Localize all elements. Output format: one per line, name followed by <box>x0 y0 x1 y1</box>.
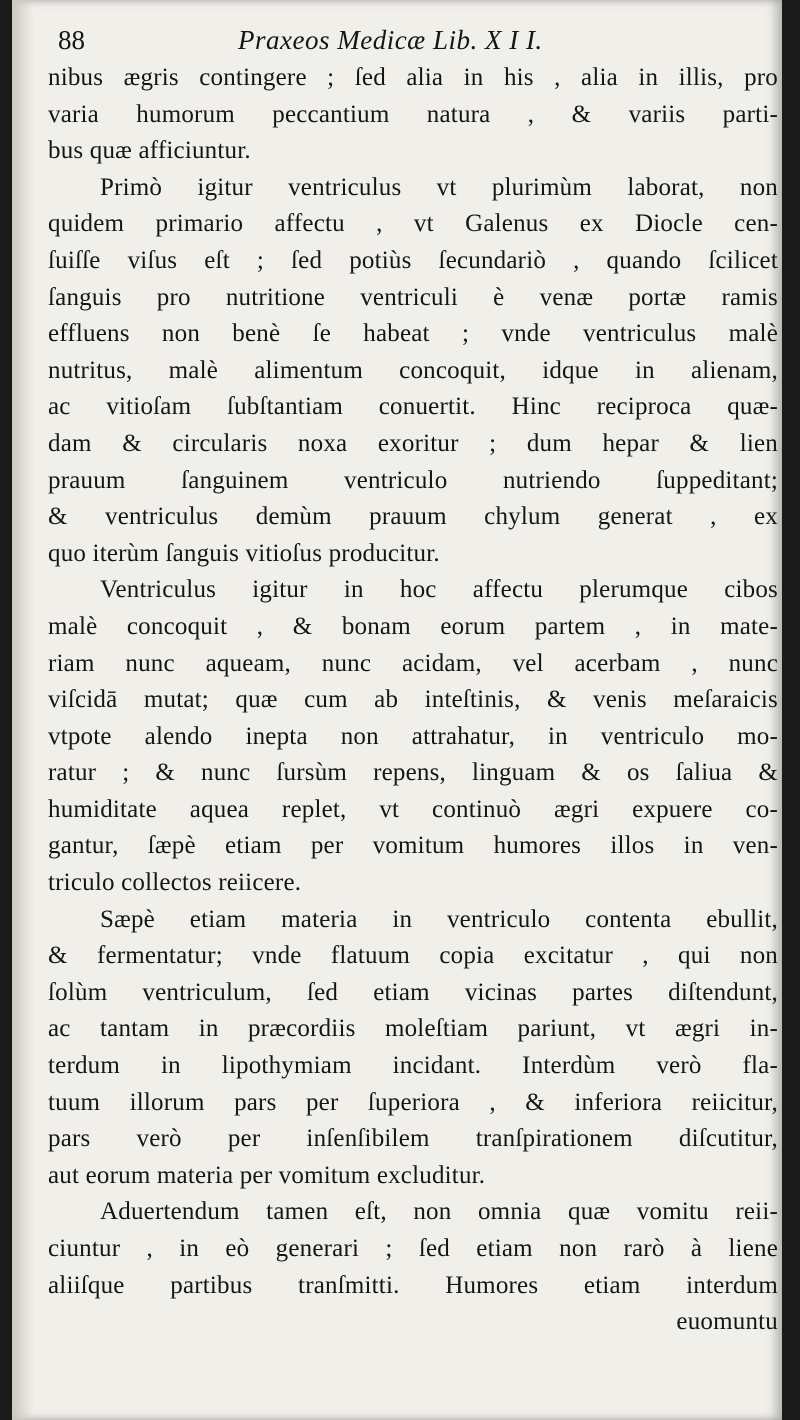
text-line: nutritus, malè alimentum concoquit, idque in alienam, <box>48 356 778 384</box>
catchword: euomuntu <box>676 1308 778 1336</box>
text-line: bus quæ afficiuntur. <box>48 137 251 165</box>
text-line: quidem primario affectu , vt Galenus ex Diocle cen- <box>48 210 778 238</box>
text-line: & fermentatur; vnde flatuum copia excitatur , qui non <box>48 942 778 970</box>
book-page <box>12 0 782 1420</box>
text-line: triculo collectos reiicere. <box>48 869 302 897</box>
text-line: ſolùm ventriculum, ſed etiam vicinas partes diſtendunt, <box>48 978 778 1006</box>
running-head: Praxeos Medicæ Lib. X I I. <box>238 25 543 55</box>
text-line: ciuntur , in eò generari ; ſed etiam non rarò à liene <box>48 1235 778 1262</box>
text-line: gantur, ſæpè etiam per vomitum humores illos in ven- <box>48 832 778 860</box>
page-gutter-shadow <box>12 0 34 1420</box>
text-line: Primò igitur ventriculus vt plurimùm laborat, non <box>100 173 778 201</box>
text-line: vtpote alendo inepta non attrahatur, in ventriculo mo- <box>48 722 778 750</box>
text-line: prauum ſanguinem ventriculo nutriendo ſuppeditant; <box>48 466 778 494</box>
page-header <box>48 20 778 60</box>
paragraph <box>48 572 778 901</box>
text-line: aliiſque partibus tranſmitti. Humores etiam interdum <box>48 1271 778 1299</box>
paragraph-continuation <box>48 60 778 170</box>
text-line: varia humorum peccantium natura , & variis parti- <box>48 100 778 128</box>
paragraph <box>48 902 778 1195</box>
text-line: effluens non benè ſe habeat ; vnde ventriculus malè <box>48 320 778 348</box>
text-line: Sæpè etiam materia in ventriculo contenta ebullit, <box>100 905 778 933</box>
text-line: terdum in lipothymiam incidant. Interdùm verò fla- <box>48 1052 778 1080</box>
text-line: quo iterùm ſanguis vitioſus producitur. <box>48 539 440 567</box>
text-line: ratur ; & nunc ſursùm repens, linguam & os ſaliua & <box>48 759 778 787</box>
text-line: pars verò per inſenſibilem tranſpirationem diſcutitur, <box>48 1125 778 1153</box>
text-line: ſuiſſe viſus eſt ; ſed potiùs ſecundariò , quando ſcilicet <box>48 246 778 274</box>
text-line: & ventriculus demùm prauum chylum generat , ex <box>48 503 778 531</box>
text-line: viſcidā mutat; quæ cum ab inteſtinis, & venis meſaraicis <box>48 686 778 714</box>
text-line: ac vitioſam ſubſtantiam conuertit. Hinc reciproca quæ- <box>48 393 778 421</box>
text-line: malè concoquit , & bonam eorum partem , in mate- <box>48 612 778 640</box>
text-line: dam & circularis noxa exoritur ; dum hepar & lien <box>48 429 778 457</box>
paragraph <box>48 170 778 573</box>
text-line: humiditate aquea replet, vt continuò ægri expuere co- <box>48 795 778 823</box>
text-line: aut eorum materia per vomitum excluditur. <box>48 1161 486 1189</box>
text-line: tuum illorum pars per ſuperiora , & inferiora reiicitur, <box>48 1088 778 1116</box>
text-block <box>48 20 778 1341</box>
text-line: Aduertendum tamen eſt, non omnia quæ vomitu reii- <box>100 1198 778 1226</box>
page-number: 88 <box>58 25 85 55</box>
text-line: ac tantam in præcordiis moleſtiam pariunt, vt ægri in- <box>48 1015 778 1043</box>
text-line: nibus ægris contingere ; ſed alia in his , alia in illis, pro <box>48 64 778 91</box>
text-line: ſanguis pro nutritione ventriculi è venæ portæ ramis <box>48 283 778 311</box>
text-line: riam nunc aqueam, nunc acidam, vel acerbam , nunc <box>48 649 778 677</box>
text-line: Ventriculus igitur in hoc affectu plerumque cibos <box>100 576 778 604</box>
paragraph <box>48 1194 778 1304</box>
